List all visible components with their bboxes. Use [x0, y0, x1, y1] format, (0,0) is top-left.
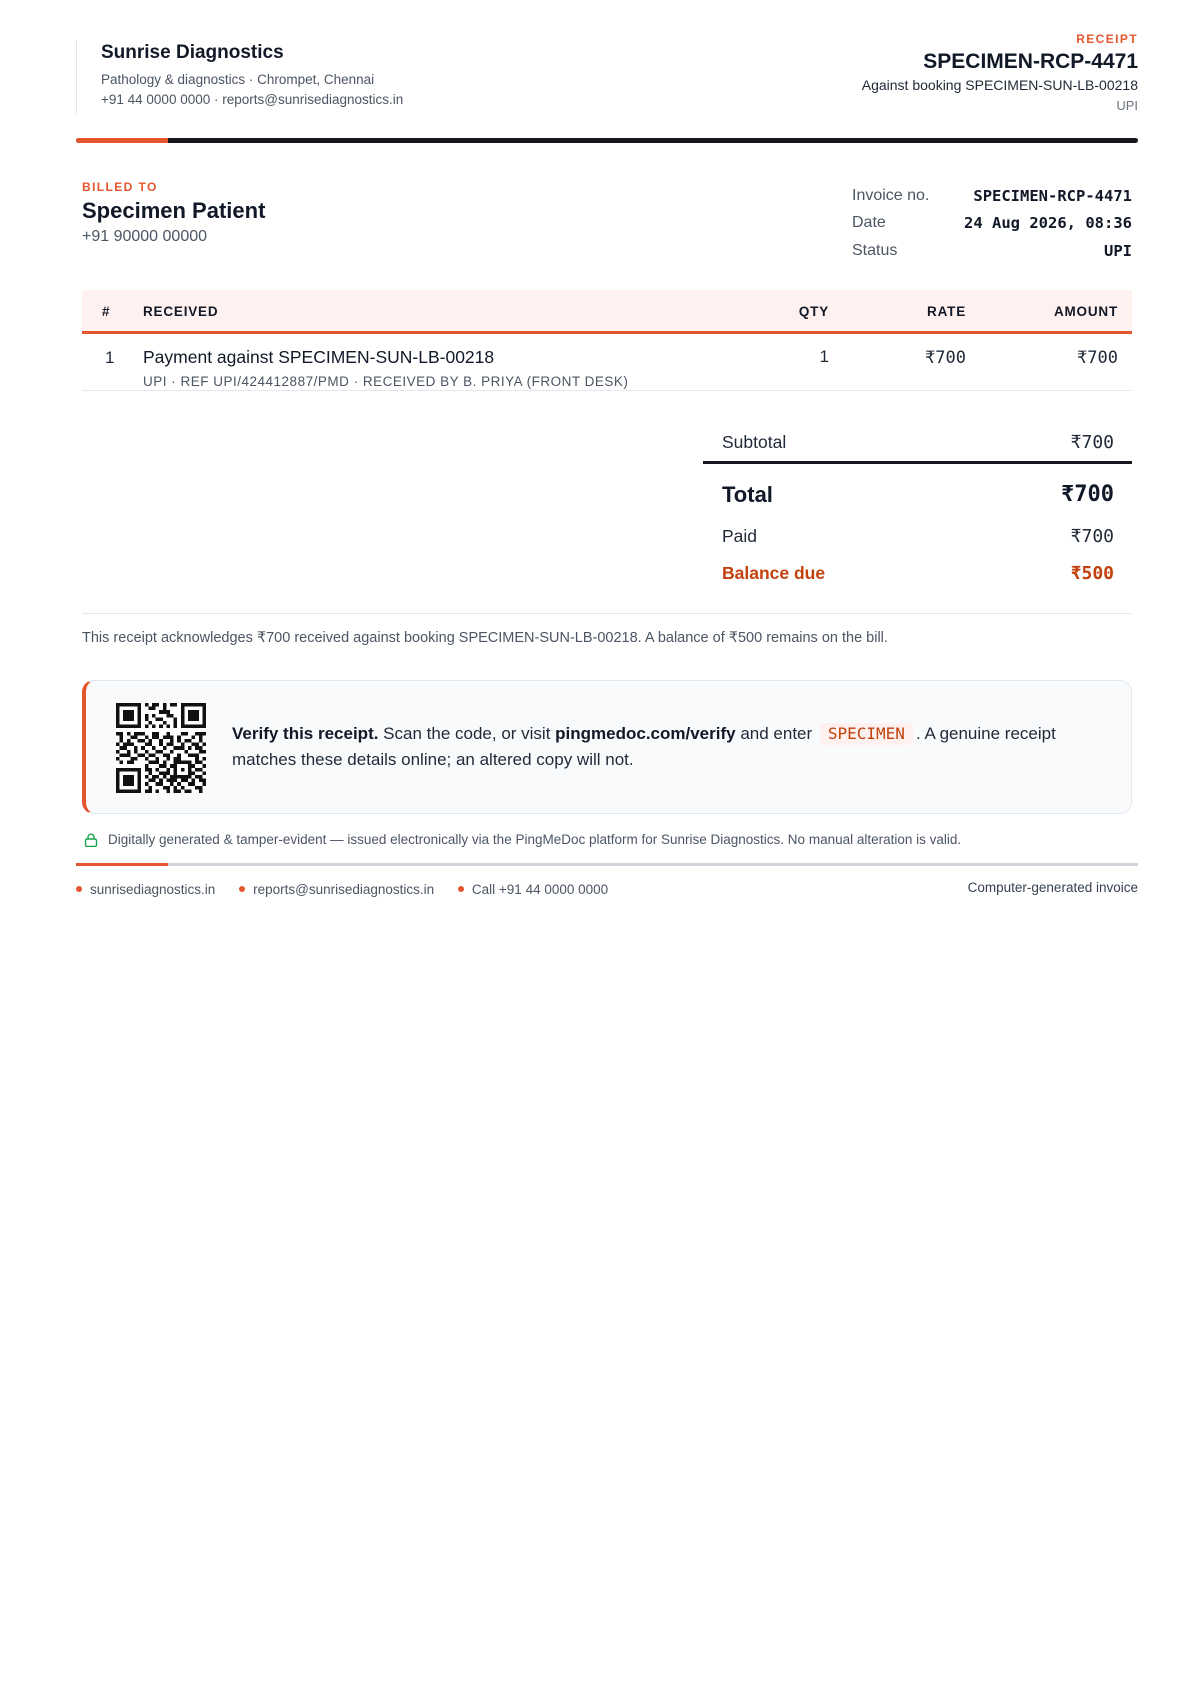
verify-text-3: . A genuine receipt matches these details online; an altered copy will not. [232, 724, 1056, 769]
footer-divider-accent [76, 863, 168, 866]
date-value: 24 Aug 2026, 08:36 [964, 214, 1132, 233]
footer-generated-label: Computer-generated invoice [967, 880, 1138, 895]
table-header [82, 290, 1132, 334]
row-detail: UPI · REF UPI/424412887/PMD · RECEIVED BY B. PRIYA (FRONT DESK) [143, 374, 629, 389]
invoice-number-value: SPECIMEN-RCP-4471 [973, 186, 1132, 205]
invoice-number-row [852, 182, 1132, 210]
balance-value: ₹500 [1070, 563, 1114, 584]
note-divider [82, 613, 1132, 614]
total-label: Total [722, 482, 773, 507]
row-amount: ₹700 [1077, 348, 1118, 368]
footer-divider [76, 863, 1138, 866]
line-items-table [82, 290, 1132, 389]
footer [76, 880, 1138, 897]
status-value: UPI [1104, 241, 1132, 260]
billed-to-label: BILLED TO [82, 180, 158, 194]
bullet-icon [76, 886, 82, 892]
header-received: RECEIVED [143, 304, 219, 319]
billed-to [82, 180, 265, 246]
paid-row [703, 518, 1132, 556]
lock-icon [84, 833, 98, 847]
table-row [82, 334, 1132, 391]
brand-block [76, 40, 403, 114]
invoice-info [852, 182, 1132, 265]
footer-phone[interactable] [458, 882, 608, 897]
verify-text-2: and enter [735, 724, 817, 743]
verify-code: SPECIMEN [820, 723, 913, 745]
status-row [852, 237, 1132, 265]
bullet-icon [239, 886, 245, 892]
subtotal-value: ₹700 [1070, 432, 1114, 453]
brand-subtitle: Pathology & diagnostics · Chrompet, Chennai [101, 72, 375, 87]
total-row [703, 464, 1132, 518]
row-index: 1 [105, 348, 115, 367]
subtotal-label: Subtotal [722, 432, 787, 452]
paid-label: Paid [722, 526, 758, 546]
footer-website-text: sunrisediagnostics.in [90, 881, 216, 897]
balance-row [703, 556, 1132, 594]
footer-website[interactable] [76, 882, 215, 897]
subtotal-row [703, 424, 1132, 464]
patient-name: Specimen Patient [82, 198, 266, 223]
date-label: Date [852, 214, 886, 232]
booking-reference: Against booking SPECIMEN-SUN-LB-00218 [861, 77, 1138, 93]
tamper-notice [84, 832, 961, 847]
header-divider [76, 138, 1138, 143]
totals-block [703, 424, 1132, 594]
header-qty: QTY [798, 304, 829, 319]
document-kind: RECEIPT [1076, 32, 1138, 46]
status-label: Status [852, 241, 898, 259]
verify-text-1: Scan the code, or visit [378, 724, 556, 743]
verify-url[interactable]: pingmedoc.com/verify [555, 724, 736, 743]
brand-name: Sunrise Diagnostics [101, 42, 284, 63]
row-description: Payment against SPECIMEN-SUN-LB-00218 [143, 347, 495, 367]
payment-mode: UPI [1116, 98, 1138, 113]
verify-instructions [232, 721, 1112, 773]
receipt-note: This receipt acknowledges ₹700 received against booking SPECIMEN-SUN-LB-00218. A balance of ₹500 remains on the bill. [82, 630, 888, 646]
header-rate: RATE [927, 304, 966, 319]
verify-panel [82, 680, 1132, 814]
document-meta [862, 32, 1138, 113]
total-value: ₹700 [1061, 482, 1114, 507]
qr-code-icon[interactable] [116, 703, 206, 793]
header-amount: AMOUNT [1053, 304, 1118, 319]
verify-lead: Verify this receipt. [232, 724, 379, 743]
header-index: # [102, 304, 111, 319]
brand-contact: +91 44 0000 0000 · reports@sunrisediagnostics.in [101, 92, 404, 107]
balance-label: Balance due [722, 563, 826, 583]
document-number: SPECIMEN-RCP-4471 [923, 50, 1138, 73]
paid-value: ₹700 [1070, 526, 1114, 547]
tamper-notice-text: Digitally generated & tamper-evident — issued electronically via the PingMeDoc platform for Sunrise Diagnostics. No manual alteration is valid. [108, 832, 962, 847]
bullet-icon [458, 886, 464, 892]
header-divider-accent [76, 138, 168, 143]
date-row [852, 210, 1132, 238]
footer-email[interactable] [239, 882, 434, 897]
invoice-number-label: Invoice no. [852, 186, 930, 204]
row-qty: 1 [819, 347, 829, 366]
patient-phone: +91 90000 00000 [82, 228, 208, 245]
footer-phone-text: Call +91 44 0000 0000 [471, 881, 609, 897]
row-rate: ₹700 [925, 348, 966, 368]
receipt-header [76, 32, 1138, 142]
footer-email-text: reports@sunrisediagnostics.in [253, 881, 435, 897]
